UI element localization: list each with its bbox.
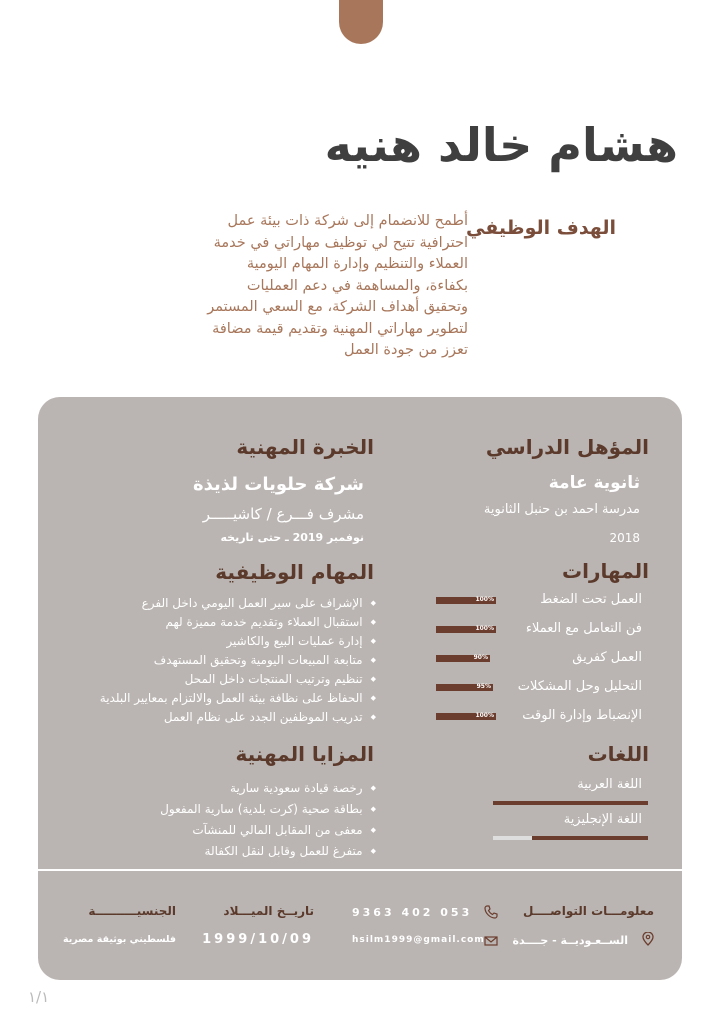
location-pin-icon [641,932,655,946]
duty-item: ◆ الإشراف على سير العمل اليومي داخل الفرع [142,596,376,610]
duty-item: ◆ تدريب الموظفين الجدد على نظام العمل [164,710,376,724]
birth-date: 1999/10/09 [202,932,314,947]
language-label: اللغة الإنجليزية [563,812,642,827]
phone-icon [484,905,498,919]
resume-card [38,397,682,980]
duty-item: ◆ الحفاظ على نظافة بيئة العمل والالتزام بمعايير البلدية [100,691,376,705]
experience-role: مشرف فـــرع / كاشيـــــر [202,505,364,523]
advantages-title: المزايا المهنية [235,742,374,766]
duties-title: المهام الوظيفية [215,560,374,584]
page-number: ١/١ [28,988,50,1006]
skill-bar [436,684,493,691]
advantage-item: ◆ رخصة قيادة سعودية سارية [230,781,376,795]
objective-title: الهدف الوظيفي [466,217,616,239]
advantage-item: ◆ معفى من المقابل المالي للمنشآت [192,823,376,837]
education-title: المؤهل الدراسي [485,435,649,459]
experience-period: نوفمبر 2019 ـ حتى تاريخه [220,531,364,544]
location-text: الســعـوديــة - جــــدة [512,934,628,947]
skill-bar [436,626,496,633]
birth-date-title: تاريــخ الميـــلاد [223,904,314,918]
skill-label: فن التعامل مع العملاء [525,621,642,636]
education-degree: ثانوية عامة [548,473,640,493]
duty-item: ◆ متابعة المبيعات اليومية وتحقيق المستهدف [154,653,376,667]
footer-divider [38,869,682,871]
mail-icon [484,934,498,948]
phone-number: 053 402 9363 [352,906,473,919]
experience-company: شركة حلويات لذيذة [193,474,364,495]
nationality-value: فلسطيني بوثيقة مصرية [62,934,176,945]
skill-percent: 100% [475,596,494,603]
contact-title: معلومـــات التواصــــل [523,904,654,918]
candidate-name: هشام خالد هنيه [324,118,678,172]
language-bar-remaining [493,836,532,840]
skill-bar [436,597,496,604]
language-label: اللغة العربية [577,777,642,792]
education-school: مدرسة احمد بن حنبل الثانوية [483,502,640,517]
duty-item: ◆ تنظيم وترتيب المنتجات داخل المحل [185,672,376,686]
skill-percent: 100% [475,625,494,632]
skill-label: التحليل وحل المشكلات [517,679,642,694]
objective-text: أطمح للانضمام إلى شركة ذات بيئة عمل احترافية تتيح لي توظيف مهاراتي في خدمة العملاء والتنظيم وإدارة المهام اليومية بكفاءة، والمساهمة في دعم العمليات وتحقيق أهداف الشركة، مع السعي المستمر لتطوير مهاراتي المهنية وتقديم قيمة مضافة تعزز من جودة العمل [207,213,468,358]
education-year: 2018 [609,531,640,545]
skill-label: الإنضباط وإدارة الوقت [522,708,642,723]
skill-percent: 100% [475,712,494,719]
nationality-title: الجنسيــــــــــة [88,904,176,918]
skill-label: العمل كفريق [572,650,642,665]
languages-title: اللغات [587,742,649,766]
advantage-item: ◆ بطاقة صحية (كرت بلدية) سارية المفعول [160,802,376,816]
email-address: hsilm1999@gmail.com [352,935,485,945]
duty-item: ◆ إدارة عمليات البيع والكاشير [226,634,376,648]
advantage-item: ◆ متفرغ للعمل وقابل لنقل الكفالة [205,844,376,858]
skills-title: المهارات [562,559,649,583]
skill-percent: 95% [476,683,491,690]
experience-title: الخبرة المهنية [236,435,374,459]
skill-bar [436,713,496,720]
language-bar [493,801,648,805]
skill-bar [436,655,490,662]
top-tab-decoration [339,0,383,44]
skill-percent: 90% [473,654,488,661]
skill-label: العمل تحت الضغط [540,592,642,607]
duty-item: ◆ استقبال العملاء وتقديم خدمة مميزة لهم [165,615,376,629]
